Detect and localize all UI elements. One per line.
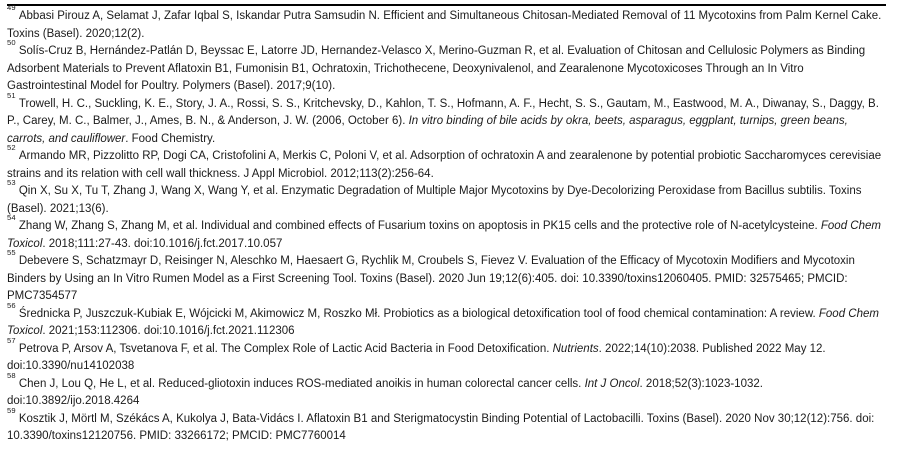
- footnote-text: Armando MR, Pizzolitto RP, Dogi CA, Cristofolini A, Merkis C, Poloni V, et al. Adsorption of ochratoxin A and zearalenone by potential probiotic Saccharomyces cerevisiae strains and its relation with cell wall thickness. J Appl Microbiol. 2012;113(2):256-64.: [7, 150, 882, 180]
- footnote-list: [7, 3, 882, 446]
- footnote: [7, 90, 882, 149]
- footnote: [7, 405, 882, 446]
- footnote-text-italic: Food Chem Toxicol: [7, 307, 879, 337]
- footnote-number: 56: [7, 300, 16, 310]
- footnote-number: 57: [7, 335, 16, 345]
- footnote-text: . 2021;153:112306. doi:10.1016/j.fct.2021.112306: [42, 325, 295, 337]
- footnote-number: 52: [7, 143, 16, 153]
- footnote-number: 58: [7, 370, 16, 380]
- footnote-text: Debevere S, Schatzmayr D, Reisinger N, Aleschko M, Haesaert G, Rychlik M, Croubels S, Fievez V. Evaluation of the Efficacy of Mycotoxin Modifiers and Mycotoxin Binders by Using an In Vitro Rumen Model as a First Screening Tool. Toxins (Basel). 2020 Jun 19;12(6):405. doi: 10.3390/toxins12060405. PMID: 32575465; PMCID: PMC7354577: [7, 255, 855, 302]
- footnote-text: . 2018;52(3):1023-1032. doi:10.3892/ijo.2018.4264: [7, 377, 763, 407]
- footnote-text: . Food Chemistry.: [125, 132, 216, 145]
- footnote-text-italic: Nutrients: [552, 342, 599, 355]
- footnote-text: Qin X, Su X, Tu T, Zhang J, Wang X, Wang Y, et al. Enzymatic Degradation of Multiple Major Mycotoxins by Dye-Decolorizing Peroxidase from Bacillus subtilis. Toxins (Basel). 2021;13(6).: [7, 185, 862, 215]
- footnote-text-italic: Food Chem Toxicol: [7, 220, 881, 250]
- footnote-separator-rule: [7, 4, 886, 6]
- footnote-text: Zhang W, Zhang S, Zhang M, et al. Individual and combined effects of Fusarium toxins on apoptosis in PK15 cells and the protective role of N-acetylcysteine.: [18, 220, 821, 232]
- footnote-number: 49: [7, 3, 16, 13]
- footnote-text: Kosztik J, Mörtl M, Székács A, Kukolya J, Bata-Vidács I. Aflatoxin B1 and Sterigmatocystin Binding Potential of Lactobacilli. Toxins (Basel). 2020 Nov 30;12(12):756. doi: 10.3390/toxins12120756. PMID: 33266172; PMCID: PMC7760014: [7, 412, 875, 442]
- footnote-number: 54: [7, 213, 16, 223]
- footnote-number: 59: [7, 405, 16, 415]
- footnote-number: 51: [7, 90, 16, 100]
- footnote: [7, 178, 882, 218]
- footnote: [7, 213, 882, 253]
- footnote: [7, 335, 882, 376]
- footnote-text-italic: In vitro binding of bile acids by okra, beets, asparagus, eggplant, turnips, green beans, carrots, and cauliflower: [7, 115, 848, 145]
- footnote-text: Trowell, H. C., Suckling, K. E., Story, J. A., Rossi, S. S., Kritchevsky, D., Kahlon, T. S., Hofmann, A. F., Hecht, S. S., Gautam, M., Eastwood, M. A., Diwanay, S., Daggy, B. P., Carey, M. C., Balmer, J., Ames, B. N., & Anderson, J. W. (2006, October 6).: [7, 97, 879, 127]
- footnote-text: Solís-Cruz B, Hernández-Patlán D, Beyssac E, Latorre JD, Hernandez-Velasco X, Merino-Guzman R, et al. Evaluation of Chitosan and Cellulosic Polymers as Binding Adsorbent Materials to Prevent Aflatoxin B1, Fumonisin B1, Ochratoxin, Trichothecene, Deoxynivalenol, and Zearalenone Mycotoxicoses Through an In Vitro Gastrointestinal Model for Poultry. Polymers (Basel). 2017;9(10).: [7, 45, 866, 92]
- footnote-number: 55: [7, 248, 16, 258]
- footnote-text: Abbasi Pirouz A, Selamat J, Zafar Iqbal S, Iskandar Putra Samsudin N. Efficient and Simultaneous Chitosan-Mediated Removal of 11 Mycotoxins from Palm Kernel Cake. Toxins (Basel). 2020;12(2).: [7, 10, 882, 40]
- footnote-text: . 2022;14(10):2038. Published 2022 May 12. doi:10.3390/nu14102038: [7, 342, 826, 372]
- footnote-text: . 2018;111:27-43. doi:10.1016/j.fct.2017.10.057: [42, 237, 283, 250]
- footnote: [7, 38, 882, 96]
- footnote: [7, 300, 882, 341]
- footnote-text: Petrova P, Arsov A, Tsvetanova F, et al. The Complex Role of Lactic Acid Bacteria in Food Detoxification.: [18, 342, 553, 355]
- footnote-number: 50: [7, 38, 16, 48]
- footnote: [7, 248, 882, 306]
- footnote-text: Chen J, Lou Q, He L, et al. Reduced-gliotoxin induces ROS-mediated anoikis in human colorectal cancer cells.: [18, 377, 585, 390]
- footnote-text: Średnicka P, Juszczuk-Kubiak E, Wójcicki M, Akimowicz M, Roszko Mł. Probiotics as a biological detoxification tool of food chemical contamination: A review.: [18, 307, 819, 320]
- footnote: [7, 143, 882, 183]
- footnote: [7, 3, 882, 43]
- footnote-number: 53: [7, 178, 16, 188]
- footnote: [7, 370, 882, 411]
- footnote-text-italic: Int J Oncol: [584, 377, 640, 390]
